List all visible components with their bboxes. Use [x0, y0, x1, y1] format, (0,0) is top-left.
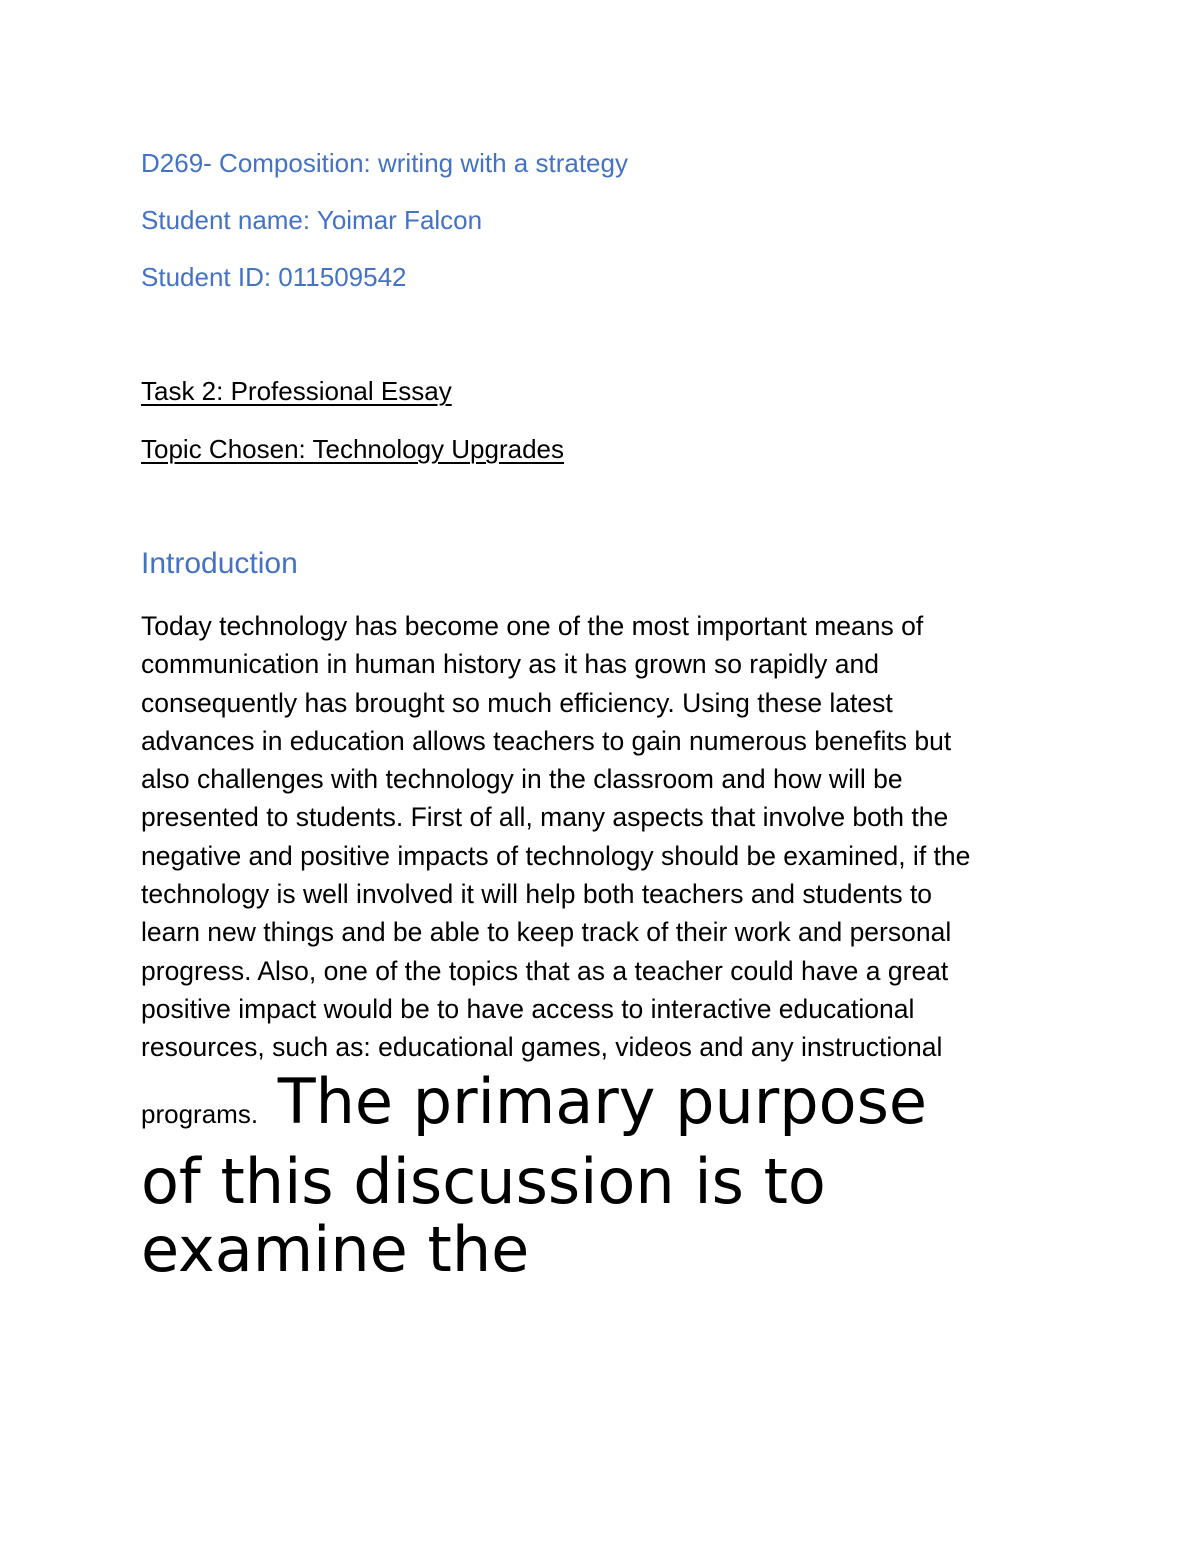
large-text-line: of this discussion is to	[141, 1145, 826, 1218]
large-text-line	[141, 1065, 1141, 1148]
paragraph-line: consequently has brought so much efficiency. Using these latest	[141, 687, 893, 718]
task-title: Task 2: Professional Essay	[141, 376, 452, 406]
course-title: D269- Composition: writing with a strategy	[141, 148, 628, 178]
large-text-span: The primary purpose	[277, 1065, 928, 1138]
paragraph-line: technology is well involved it will help both teachers and students to	[141, 879, 933, 910]
paragraph-line: advances in education allows teachers to gain numerous benefits but	[141, 725, 952, 756]
student-id: Student ID: 011509542	[141, 262, 407, 292]
paragraph-line: progress. Also, one of the topics that as a teacher could have a great	[141, 955, 949, 986]
paragraph-line: communication in human history as it has grown so rapidly and	[141, 649, 879, 680]
paragraph-line: presented to students. First of all, many aspects that involve both the	[141, 802, 949, 833]
student-name: Student name: Yoimar Falcon	[141, 205, 483, 235]
paragraph-line: learn new things and be able to keep track of their work and personal	[141, 917, 952, 948]
paragraph-line: negative and positive impacts of technology should be examined, if the	[141, 840, 971, 871]
paragraph-line: positive impact would be to have access to interactive educational	[141, 993, 915, 1024]
paragraph-line: resources, such as: educational games, videos and any instructional	[141, 1032, 943, 1063]
paragraph-line: also challenges with technology in the classroom and how will be	[141, 764, 903, 795]
topic-chosen: Topic Chosen: Technology Upgrades	[141, 434, 565, 464]
paragraph-line: Today technology has become one of the most important means of	[141, 611, 924, 641]
paragraph-tail	[141, 1065, 1141, 1286]
introduction-heading: Introduction	[141, 547, 298, 580]
small-word: programs.	[141, 1099, 259, 1129]
introduction-paragraph	[141, 607, 1061, 1067]
large-text-line: examine the	[141, 1213, 530, 1286]
